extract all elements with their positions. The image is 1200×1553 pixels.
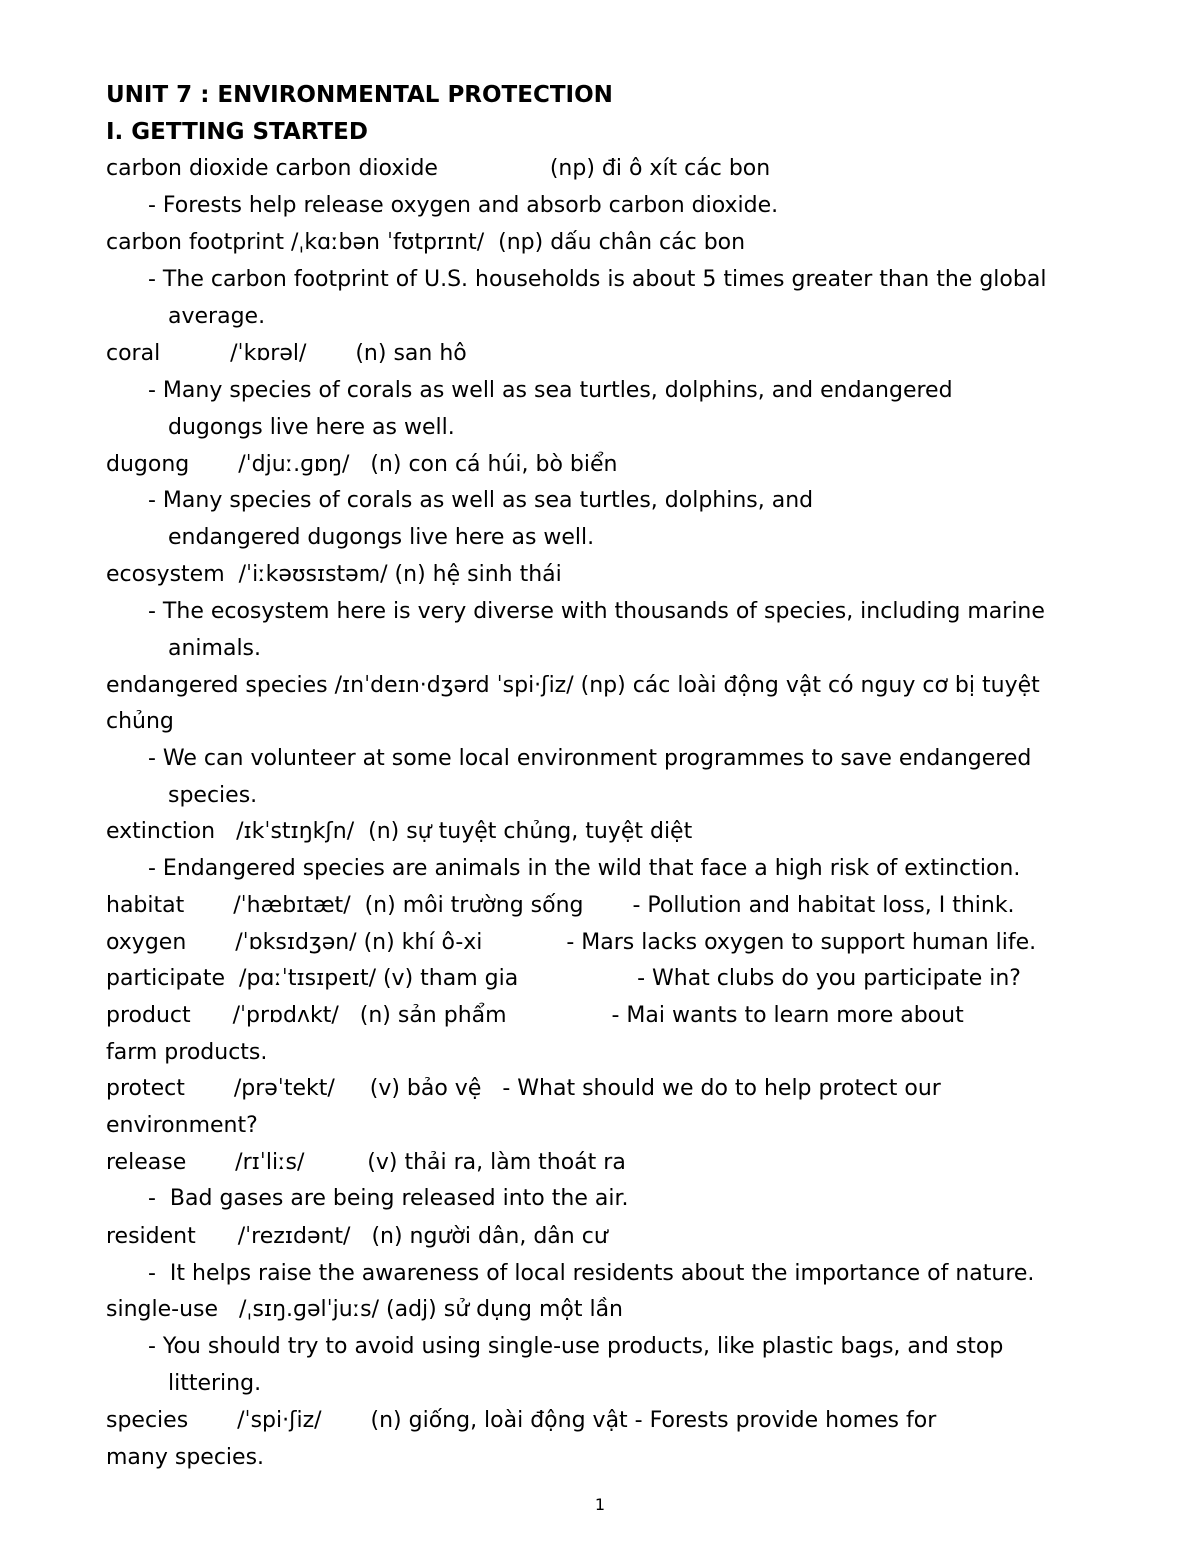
example-sentence: - We can volunteer at some local environment programmes to save endangered <box>148 746 1032 771</box>
page-number: 1 <box>594 1495 606 1514</box>
vocab-entry-continuation: farm products. <box>106 1040 268 1065</box>
vocab-entry: single-use /ˌsɪŋ.ɡəlˈjuːs/ (adj) sử dụng một lần <box>106 1297 623 1322</box>
vocab-entry-continuation: environment? <box>106 1113 258 1138</box>
vocab-entry: endangered species /ɪnˈdeɪn·dʒərd ˈspi·ʃiz/ (np) các loài động vật có nguy cơ bị tuyệt <box>106 673 1040 698</box>
vocab-entry: oxygen /ˈɒksɪdʒən/ (n) khí ô-xi - Mars lacks oxygen to support human life. <box>106 930 1037 955</box>
section-heading: I. GETTING STARTED <box>106 119 368 145</box>
vocab-entry: product /ˈprɒdʌkt/ (n) sản phẩm - Mai wants to learn more about <box>106 1003 964 1028</box>
example-continuation: endangered dugongs live here as well. <box>168 525 595 550</box>
vocab-entry: extinction /ɪkˈstɪŋkʃn/ (n) sự tuyệt chủng, tuyệt diệt <box>106 819 693 844</box>
example-continuation: species. <box>168 783 258 808</box>
example-sentence: - Bad gases are being released into the air. <box>148 1186 629 1211</box>
vocab-entry: habitat /ˈhæbɪtæt/ (n) môi trường sống - Pollution and habitat loss, I think. <box>106 893 1015 918</box>
vocab-entry: resident /ˈrezɪdənt/ (n) người dân, dân cư <box>106 1224 608 1249</box>
vocab-entry: protect /prəˈtekt/ (v) bảo vệ - What should we do to help protect our <box>106 1076 941 1101</box>
vocab-entry: participate /pɑːˈtɪsɪpeɪt/ (v) tham gia - What clubs do you participate in? <box>106 966 1021 991</box>
vocab-entry: ecosystem /ˈiːkəʊsɪstəm/ (n) hệ sinh thái <box>106 562 562 587</box>
vocab-entry: carbon dioxide carbon dioxide (np) đi ô xít các bon <box>106 156 771 181</box>
example-sentence: - It helps raise the awareness of local residents about the importance of nature. <box>148 1261 1035 1286</box>
example-sentence: - Endangered species are animals in the wild that face a high risk of extinction. <box>148 856 1021 881</box>
vocab-entry-continuation: many species. <box>106 1445 265 1470</box>
unit-title: UNIT 7 : ENVIRONMENTAL PROTECTION <box>106 82 613 108</box>
vocab-entry-continuation: chủng <box>106 709 174 734</box>
example-sentence: - Many species of corals as well as sea turtles, dolphins, and endangered <box>148 378 953 403</box>
example-continuation: animals. <box>168 636 262 661</box>
example-sentence: - The ecosystem here is very diverse with thousands of species, including marine <box>148 599 1045 624</box>
example-continuation: average. <box>168 304 266 329</box>
vocab-entry: species /ˈspi·ʃiz/ (n) giống, loài động vật - Forests provide homes for <box>106 1408 937 1433</box>
vocab-entry: coral /ˈkɒrəl/ (n) san hô <box>106 341 467 366</box>
vocab-entry: carbon footprint /ˌkɑːbən ˈfʊtprɪnt/ (np) dấu chân các bon <box>106 230 746 255</box>
vocab-entry: release /rɪˈliːs/ (v) thải ra, làm thoát ra <box>106 1150 626 1175</box>
example-sentence: - You should try to avoid using single-use products, like plastic bags, and stop <box>148 1334 1004 1359</box>
vocab-entry: dugong /ˈdjuː.ɡɒŋ/ (n) con cá húi, bò biển <box>106 452 618 477</box>
example-sentence: - Forests help release oxygen and absorb carbon dioxide. <box>148 193 779 218</box>
example-sentence: - Many species of corals as well as sea turtles, dolphins, and <box>148 488 814 513</box>
example-continuation: littering. <box>168 1371 262 1396</box>
example-continuation: dugongs live here as well. <box>168 415 455 440</box>
example-sentence: - The carbon footprint of U.S. households is about 5 times greater than the global <box>148 267 1047 292</box>
